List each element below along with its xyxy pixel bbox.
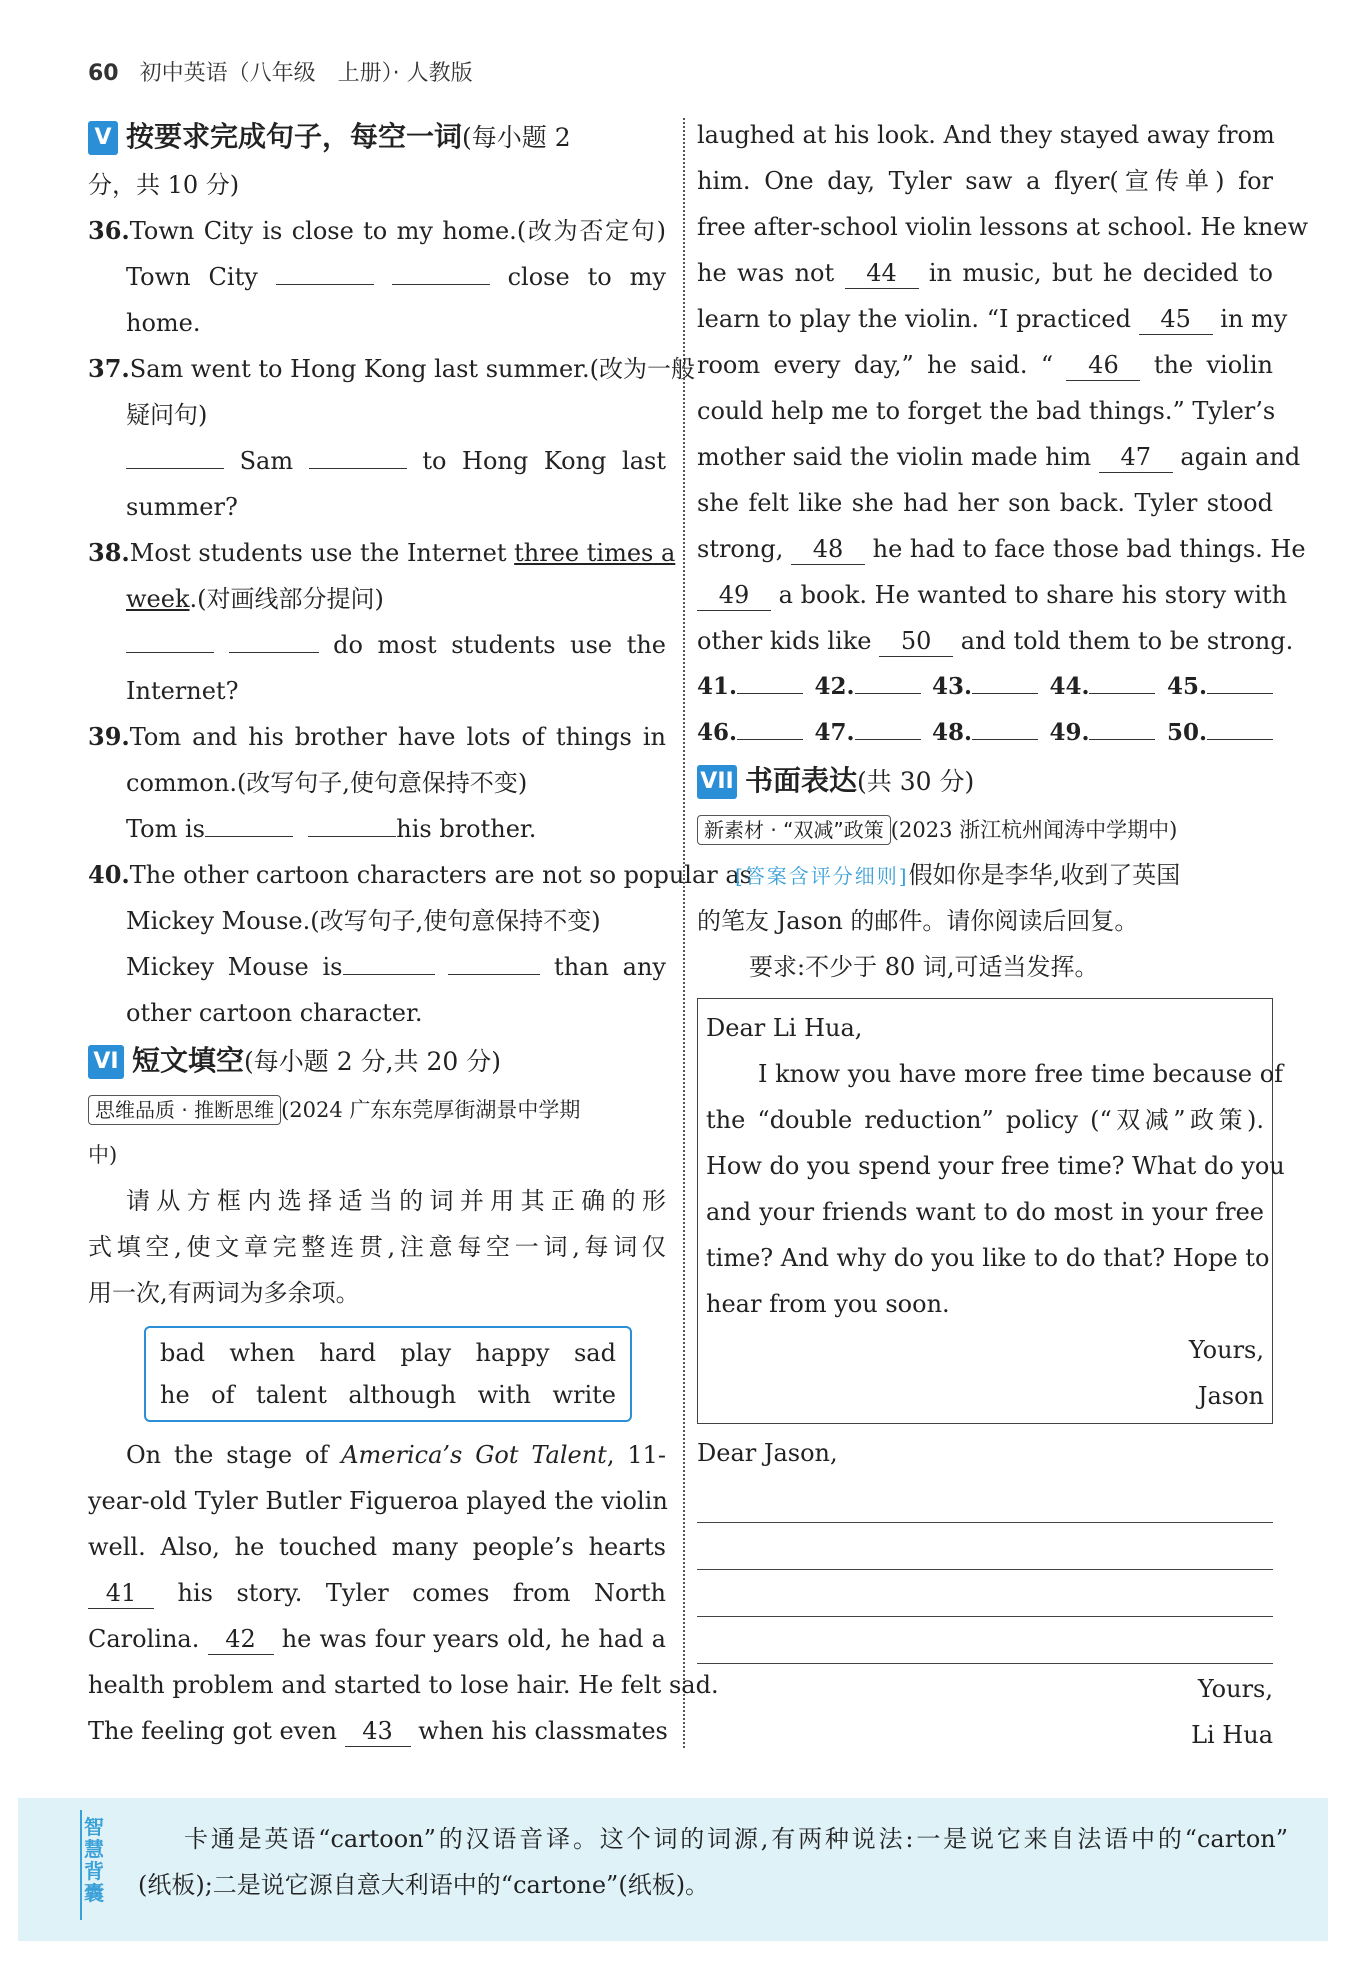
- blank-46: 46: [1066, 350, 1140, 381]
- tip-label: 智慧背囊: [84, 1815, 104, 1905]
- answer-input[interactable]: [972, 667, 1038, 694]
- q39-line2: common.(改写句子,使句意保持不变): [126, 769, 528, 797]
- answer-input[interactable]: [972, 713, 1038, 740]
- page-number: 60: [88, 61, 119, 86]
- answer-input[interactable]: [855, 713, 921, 740]
- letter-line: and your friends want to do most in your free: [706, 1198, 1264, 1226]
- passage-r4: he was not 44 in music, but he decided to: [697, 259, 1273, 287]
- q37-line1: 37.Sam went to Hong Kong last summer.(改为一般: [88, 354, 696, 383]
- passage-r9: she felt like she had her son back. Tyler stood: [697, 489, 1273, 517]
- q36-line2: Town City close to my: [88, 254, 666, 300]
- q40-line3: Mickey Mouse is than any: [88, 944, 666, 990]
- passage-line1: On the stage of America’s Got Talent, 11-: [126, 1441, 666, 1469]
- q38-line1: 38.Most students use the Internet three times a: [88, 538, 676, 567]
- blank-input[interactable]: [448, 946, 540, 975]
- right-column: [697, 112, 1309, 1758]
- answer-input[interactable]: [1089, 667, 1155, 694]
- passage-line5: Carolina. 42 he was four years old, he had a: [88, 1625, 666, 1653]
- passage-line6: health problem and started to lose hair. He felt sad.: [88, 1671, 719, 1699]
- letter-closing: Yours,: [1188, 1336, 1264, 1364]
- answer-grid: [697, 664, 1273, 756]
- answer-input[interactable]: [1089, 713, 1155, 740]
- letter-line: How do you spend your free time? What do you: [706, 1152, 1285, 1180]
- blank-50: 50: [879, 626, 953, 657]
- passage-r7: could help me to forget the bad things.” Tyler’s: [697, 397, 1276, 425]
- blank-48: 48: [791, 534, 865, 565]
- section-6-badge: VI: [88, 1045, 124, 1079]
- passage-r11: 49 a book. He wanted to share his story with: [697, 572, 1273, 618]
- q40-line1: 40.The other cartoon characters are not so popular as: [88, 860, 752, 889]
- blank-input[interactable]: [205, 808, 293, 837]
- jason-letter-box: [697, 998, 1285, 1424]
- q39-line1: 39.Tom and his brother have lots of things in: [88, 722, 666, 751]
- q39-line3: Tom is his brother.: [88, 806, 666, 852]
- instruction-line2: 式填空,使文章完整连贯,注意每空一词,每词仅: [88, 1233, 666, 1261]
- letter-signature: Jason: [1197, 1382, 1264, 1410]
- section-6-tag: 思维品质 · 推断思维: [88, 1095, 281, 1125]
- letter-greeting: Dear Li Hua,: [706, 1014, 863, 1042]
- writing-line[interactable]: [697, 1523, 1273, 1570]
- answer-input[interactable]: [855, 667, 921, 694]
- q37-line2: 疑问句): [126, 401, 208, 429]
- writing-line[interactable]: [697, 1617, 1273, 1664]
- requirement: 要求:不少于 80 词,可适当发挥。: [749, 953, 1099, 981]
- blank-input[interactable]: [308, 808, 396, 837]
- passage-line4: 41 his story. Tyler comes from North: [88, 1570, 666, 1616]
- q40-line4: other cartoon character.: [126, 999, 423, 1027]
- passage-line2: year-old Tyler Butler Figueroa played the violin: [88, 1487, 668, 1515]
- passage-r6: room every day,” he said. “ 46 the violin: [697, 351, 1273, 379]
- passage-r10: strong, 48 he had to face those bad things. He: [697, 535, 1306, 563]
- passage-r5: learn to play the violin. “I practiced 45 in my: [697, 305, 1288, 333]
- passage-r8: mother said the violin made him 47 again and: [697, 443, 1301, 471]
- q38-line2: week.(对画线部分提问): [126, 585, 384, 613]
- q36-line1: 36.Town City is close to my home.(改为否定句): [88, 216, 666, 245]
- answer-input[interactable]: [1207, 713, 1273, 740]
- section-6-source: 思维品质 · 推断思维 (2024 广东东莞厚街湖景中学期: [88, 1086, 666, 1132]
- blank-41: 41: [88, 1578, 154, 1609]
- passage-r3: free after-school violin lessons at school. He knew: [697, 213, 1309, 241]
- tip-text: 卡通是英语“cartoon”的汉语音译。这个词的词源,有两种说法:一是说它来自法语中的“carton” (纸板);二是说它源自意大利语中的“cartone”(纸板)。: [138, 1825, 1288, 1899]
- section-7-title: VII 书面表达(共 30 分): [697, 756, 1273, 806]
- blank-input[interactable]: [392, 256, 490, 285]
- instruction-line3: 用一次,有两词为多余项。: [88, 1279, 360, 1307]
- scoring-hint: [答案含评分细则]: [735, 864, 909, 888]
- letter-line: hear from you soon.: [706, 1290, 950, 1318]
- letter-line: I know you have more free time because of: [758, 1060, 1284, 1088]
- tip-footer: [18, 1798, 1328, 1941]
- answer-row-1: 41. 42. 43. 44. 45.: [697, 664, 1273, 710]
- q38-line3: do most students use the: [88, 622, 666, 668]
- passage-line7: The feeling got even 43 when his classmates: [88, 1717, 668, 1745]
- writing-line[interactable]: [697, 1476, 1273, 1523]
- blank-42: 42: [208, 1624, 274, 1655]
- q37-line3: Sam to Hong Kong last: [88, 438, 666, 484]
- section-7-source: 新素材 · “双减”政策 (2023 浙江杭州闻涛中学期中): [697, 806, 1273, 852]
- q38-line4: Internet?: [126, 677, 239, 705]
- book-title: 初中英语（八年级 上册）· 人教版: [139, 61, 473, 86]
- section-6-title: VI 短文填空(每小题 2 分,共 20 分): [88, 1036, 666, 1086]
- blank-49: 49: [697, 580, 771, 611]
- blank-45: 45: [1139, 304, 1213, 335]
- reply-signature: Li Hua: [1191, 1721, 1273, 1749]
- q37-line4: summer?: [126, 493, 238, 521]
- blank-47: 47: [1099, 442, 1173, 473]
- page-header: [88, 56, 473, 87]
- passage-line3: well. Also, he touched many people’s hearts: [88, 1533, 666, 1561]
- instruction-line1: 请从方框内选择适当的词并用其正确的形: [126, 1187, 666, 1215]
- answer-input[interactable]: [1207, 667, 1273, 694]
- passage-r1: laughed at his look. And they stayed away from: [697, 121, 1275, 149]
- blank-input[interactable]: [343, 946, 435, 975]
- section-5-points: 分，共 10 分): [88, 171, 240, 199]
- blank-input[interactable]: [126, 624, 214, 653]
- section-5-title: V 按要求完成句子，每空一词(每小题 2: [88, 112, 666, 162]
- answer-input[interactable]: [737, 667, 803, 694]
- passage-r12: other kids like 50 and told them to be strong.: [697, 627, 1294, 655]
- word-row-2: he of talent although with write: [160, 1381, 616, 1409]
- blank-input[interactable]: [276, 256, 374, 285]
- task-line2: 的笔友 Jason 的邮件。请你阅读后回复。: [697, 907, 1139, 935]
- section-7-tag: 新素材 · “双减”政策: [697, 815, 891, 845]
- blank-input[interactable]: [229, 624, 319, 653]
- q36-line3: home.: [126, 309, 201, 337]
- answer-input[interactable]: [737, 713, 803, 740]
- task-line1: [答案含评分细则]假如你是李华,收到了英国: [735, 861, 1181, 889]
- reply-greeting: Dear Jason,: [697, 1439, 838, 1467]
- word-box: [144, 1326, 632, 1422]
- letter-line: time? And why do you like to do that? Hope to: [706, 1244, 1270, 1272]
- writing-line[interactable]: [697, 1570, 1273, 1617]
- section-5-badge: V: [88, 121, 118, 155]
- tip-bar: [80, 1810, 82, 1920]
- answer-row-2: 46. 47. 48. 49. 50.: [697, 710, 1273, 756]
- blank-44: 44: [845, 258, 919, 289]
- blank-43: 43: [345, 1716, 411, 1747]
- blank-input[interactable]: [309, 440, 407, 469]
- letter-line: the “double reduction” policy (“双减”政策).: [706, 1106, 1264, 1134]
- section-7-badge: VII: [697, 765, 737, 799]
- q40-line2: Mickey Mouse.(改写句子,使句意保持不变): [126, 907, 601, 935]
- section-6-source-2: 中): [88, 1143, 118, 1167]
- word-row-1: bad when hard play happy sad: [160, 1339, 616, 1367]
- blank-input[interactable]: [126, 440, 224, 469]
- reply-closing: Yours,: [1197, 1675, 1273, 1703]
- passage-r2: him. One day, Tyler saw a flyer(宣传单) for: [697, 167, 1273, 195]
